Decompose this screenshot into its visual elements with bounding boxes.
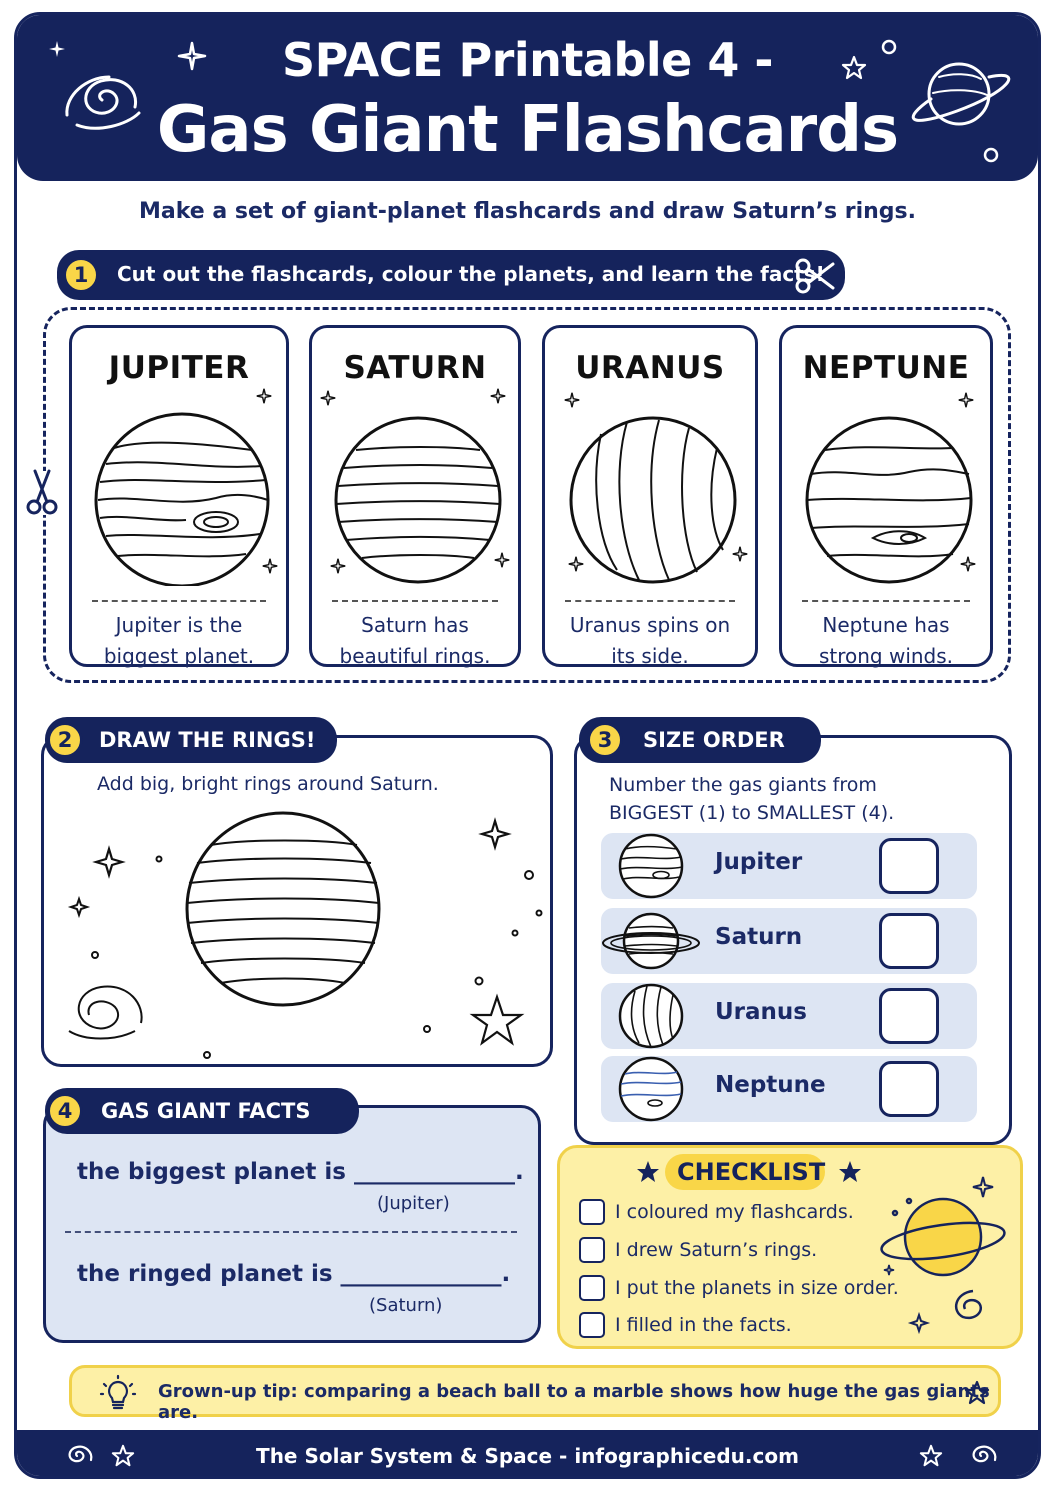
checklist-item[interactable] — [579, 1237, 817, 1263]
rank-input-box[interactable] — [879, 838, 939, 894]
planet-label: Neptune — [715, 1072, 826, 1098]
star-icon — [255, 387, 273, 405]
tip-text: Grown-up tip: comparing a beach ball to a marble shows how huge the gas giants are. — [158, 1381, 990, 1423]
fact-fill-line-2[interactable]: the ringed planet is ______________. — [77, 1261, 511, 1287]
checkbox[interactable] — [579, 1312, 605, 1338]
saturn-icon — [879, 1165, 1009, 1341]
worksheet-page — [14, 12, 1041, 1479]
lightbulb-icon — [98, 1374, 138, 1414]
step1-header — [57, 250, 845, 300]
step2-badge: 2 — [47, 722, 83, 758]
flashcard-name: NEPTUNE — [802, 350, 970, 386]
card-divider — [92, 600, 266, 602]
star-icon — [563, 391, 581, 409]
rank-input-box[interactable] — [879, 1061, 939, 1117]
grown-up-tip — [69, 1365, 1001, 1423]
step3-badge: 3 — [587, 722, 623, 758]
planet-label: Uranus — [715, 999, 807, 1025]
size-order-row-jupiter — [601, 833, 977, 899]
checklist-item[interactable] — [579, 1275, 899, 1301]
size-order-row-neptune — [601, 1056, 977, 1122]
step1-instruction: Cut out the flashcards, colour the planets, and learn the facts! — [117, 262, 825, 286]
uranus-icon — [601, 983, 701, 1049]
step2-header — [45, 717, 337, 763]
flashcard-name: URANUS — [575, 350, 725, 386]
checkbox[interactable] — [579, 1237, 605, 1263]
step3-instruction — [609, 771, 894, 827]
card-divider — [332, 600, 498, 602]
star-icon — [567, 555, 585, 573]
flashcard-name: JUPITER — [108, 350, 250, 386]
flashcard-saturn[interactable] — [309, 325, 521, 667]
star-icon — [261, 557, 279, 575]
fact-line: Uranus spins on — [569, 613, 731, 637]
star-icon — [493, 551, 511, 569]
flashcard-name: SATURN — [343, 350, 487, 386]
fact-hint-1: (Jupiter) — [377, 1193, 450, 1214]
star-icon — [329, 557, 347, 575]
planet-label: Saturn — [715, 924, 803, 950]
fact-line: beautiful rings. — [339, 644, 491, 668]
card-divider — [565, 600, 735, 602]
instruction-line: BIGGEST (1) to SMALLEST (4). — [609, 802, 895, 824]
flashcard-uranus[interactable] — [542, 325, 758, 667]
step4-title: GAS GIANT FACTS — [101, 1099, 311, 1123]
saturn-drawing-area[interactable] — [45, 801, 545, 1063]
step4-header — [45, 1088, 359, 1134]
planet-label: Jupiter — [715, 849, 803, 875]
title-line-2: Gas Giant Flashcards — [156, 93, 899, 167]
fact-line: biggest planet. — [103, 644, 255, 668]
checklist-item-label: I coloured my flashcards. — [615, 1201, 854, 1223]
step1-badge: 1 — [63, 257, 99, 293]
gas-giant-facts-panel — [43, 1105, 541, 1343]
rank-input-box[interactable] — [879, 913, 939, 969]
star-icon — [635, 1159, 661, 1185]
footer-bar — [17, 1430, 1038, 1479]
fact-line: its side. — [611, 644, 689, 668]
star-icon — [959, 555, 977, 573]
fact-fill-line-1[interactable]: the biggest planet is ______________. — [77, 1159, 524, 1185]
fact-line: Jupiter is the — [115, 613, 243, 637]
fact-line: Saturn has — [361, 613, 469, 637]
checklist-item-label: I drew Saturn’s rings. — [615, 1239, 818, 1261]
scissors-icon — [25, 467, 59, 519]
checklist-item[interactable] — [579, 1312, 792, 1338]
star-icon — [957, 391, 975, 409]
flashcard-fact — [320, 610, 510, 672]
card-divider — [802, 600, 970, 602]
star-icon — [837, 1159, 863, 1185]
star-icon — [731, 545, 749, 563]
step2-title: DRAW THE RINGS! — [99, 728, 316, 752]
flashcard-jupiter[interactable] — [69, 325, 289, 667]
step2-instruction: Add big, bright rings around Saturn. — [97, 773, 439, 795]
flashcard-fact — [80, 610, 278, 672]
facts-divider — [65, 1231, 517, 1233]
fact-hint-2: (Saturn) — [369, 1295, 443, 1316]
footer-text: The Solar System & Space - infographicedu.com — [256, 1444, 799, 1468]
checkbox[interactable] — [579, 1199, 605, 1225]
star-icon — [964, 1380, 990, 1406]
subtitle: Make a set of giant-planet flashcards and draw Saturn’s rings. — [139, 199, 916, 224]
star-icon — [489, 387, 507, 405]
step3-title: SIZE ORDER — [643, 728, 785, 752]
flashcard-fact — [790, 610, 982, 672]
neptune-icon — [797, 410, 981, 586]
neptune-icon — [601, 1056, 701, 1122]
flashcard-fact — [553, 610, 747, 672]
size-order-row-saturn — [601, 908, 977, 974]
checklist-item-label: I filled in the facts. — [615, 1314, 792, 1336]
rank-input-box[interactable] — [879, 988, 939, 1044]
star-icon — [319, 389, 337, 407]
size-order-row-uranus — [601, 983, 977, 1049]
fact-line: strong winds. — [818, 644, 954, 668]
step4-badge: 4 — [47, 1093, 83, 1129]
saturn-icon — [326, 410, 510, 586]
scissors-icon — [793, 256, 837, 296]
title-line-1: SPACE Printable 4 - — [282, 33, 773, 87]
uranus-icon — [561, 410, 745, 586]
checkbox[interactable] — [579, 1275, 605, 1301]
instruction-line: Number the gas giants from — [609, 774, 877, 796]
flashcard-neptune[interactable] — [779, 325, 993, 667]
jupiter-icon — [601, 833, 701, 899]
header-banner — [17, 15, 1038, 181]
saturn-icon — [601, 908, 701, 974]
checklist-title: CHECKLIST — [677, 1158, 826, 1186]
checklist-item-label: I put the planets in size order. — [615, 1277, 899, 1299]
jupiter-icon — [86, 410, 278, 586]
checklist-item[interactable] — [579, 1199, 854, 1225]
fact-line: Neptune has — [822, 613, 950, 637]
